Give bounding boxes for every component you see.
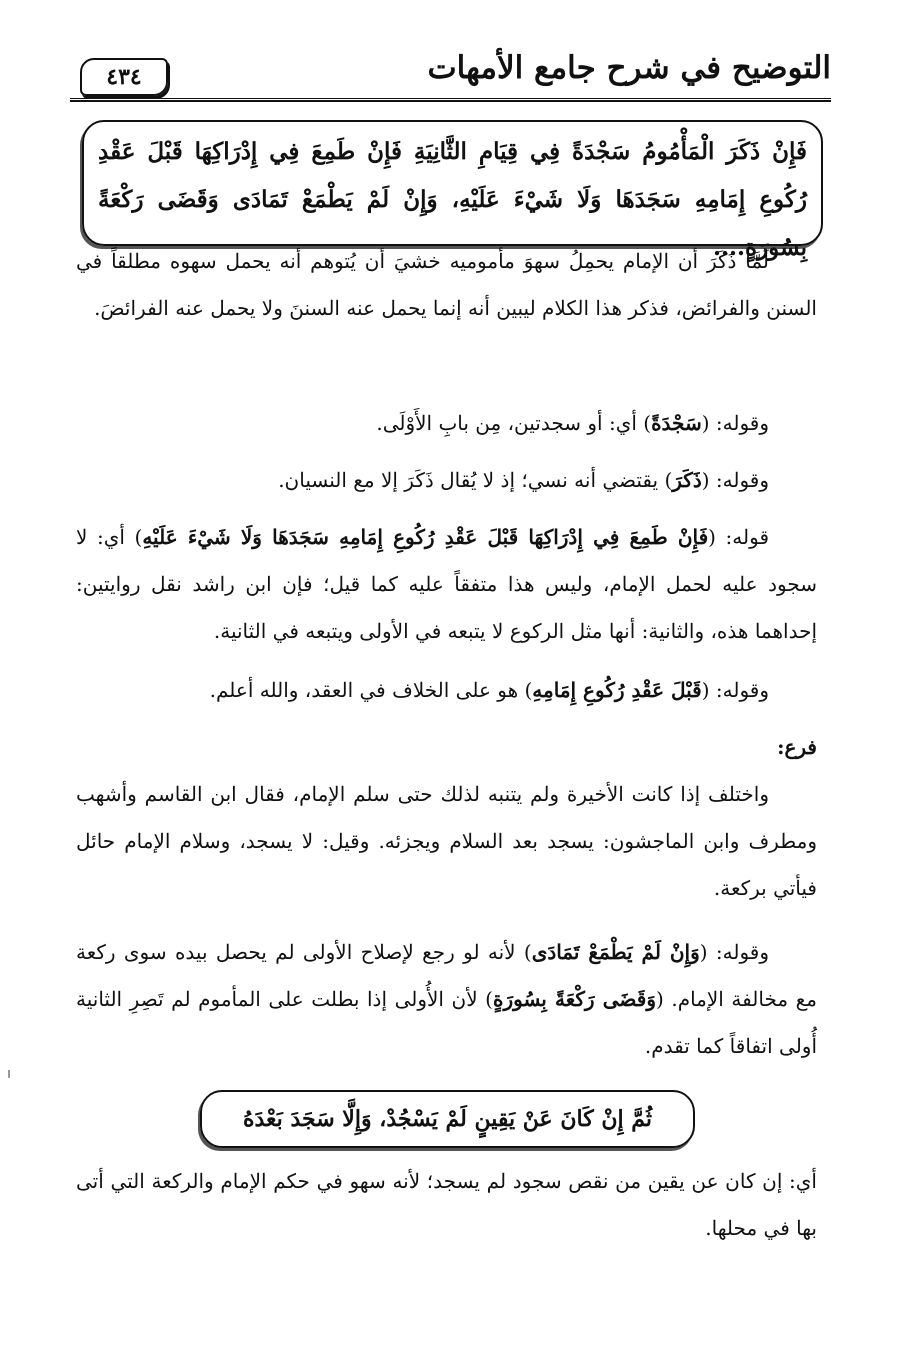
para7-mid: ) لأنه لو رجع لإصلاح الأولى لم يحصل بيده سوى ركعة مع مخالفة الإمام. ( <box>76 940 817 1011</box>
para2-rest: ) أي: أو سجدتين، مِن بابِ الأَوْلَى. <box>376 411 652 435</box>
para2-quote: سَجْدَةً <box>651 411 702 435</box>
para5-quote: قَبْلَ عَقْدِ رُكُوعِ إِمَامِهِ <box>532 678 702 702</box>
section-heading-far: فرع: <box>777 735 817 759</box>
para5-rest: ) هو على الخلاف في العقد، والله أعلم. <box>209 678 533 702</box>
para3-rest: ) يقتضي أنه نسي؛ إذ لا يُقال ذَكَرَ إلا مع النسيان. <box>278 468 673 492</box>
page-number: ٤٣٤ <box>80 58 168 96</box>
para4-quote: فَإِنْ طَمِعَ فِي إِدْرَاكِهَا قَبْلَ عَقْدِ رُكُوعِ إِمَامِهِ سَجَدَهَا وَلَا شَيْءَ عَلَيْهِ <box>142 525 709 549</box>
para4-lead: قوله: ( <box>708 525 770 549</box>
para5-lead: وقوله: ( <box>701 678 769 702</box>
paragraph-3 <box>76 457 817 504</box>
header-rule <box>70 98 831 102</box>
paragraph-1: لَمَّا ذَكَرَ أن الإمام يحمِلُ سهوَ مأموميه خشيَ أن يُتوهم أنه يحمل سهوه مطلقاً في السنن والفرائض، فذكر هذا الكلام ليبين أنه إنما يحمل عنه السننَ ولا يحمل عنه الفرائضَ. <box>76 249 817 320</box>
para3-lead: وقوله: ( <box>701 468 769 492</box>
para2-lead: وقوله: ( <box>701 411 769 435</box>
para7-quote-1: وَإِنْ لَمْ يَطْمَعْ تَمَادَى <box>531 940 700 964</box>
paragraph-8: أي: إن كان عن يقين من نقص سجود لم يسجد؛ لأنه سهو في حكم الإمام والركعة التي أتى بها في محلها. <box>76 1169 817 1240</box>
para4-rest: ) أي: لا سجود عليه لحمل الإمام، وليس هذا متفقاً عليه كما قيل؛ فإن ابن راشد نقل روايتين: إحداهما هذه، والثانية: أنها مثل الركوع لا يتبعه في الأولى ويتبعه في الثانية. <box>76 525 817 643</box>
paragraph-4 <box>76 514 817 655</box>
scan-artifact <box>8 1070 10 1078</box>
running-title: التوضيح في شرح جامع الأمهات <box>427 50 831 86</box>
paragraph-7 <box>76 929 817 1070</box>
paragraph-5 <box>76 667 817 714</box>
para7-quote-2: وَقَضَى رَكْعَةً بِسُورَةٍ <box>492 987 656 1011</box>
para7-rest: ) لأن الأُولى إذا بطلت على المأموم لم تَصِرِ الثانية أُولى اتفاقاً كما تقدم. <box>76 987 817 1058</box>
page-header <box>70 44 831 102</box>
matn-box-1: فَإِنْ ذَكَرَ الْمَأْمُومُ سَجْدَةً فِي قِيَامِ الثَّانِيَةِ فَإِنْ طَمِعَ فِي إِدْرَاكِهَا قَبْلَ عَقْدِ رُكُوعِ إِمَامِهِ سَجَدَهَا وَلَا شَيْءَ عَلَيْهِ، وَإِنْ لَمْ يَطْمَعْ تَمَادَى وَقَضَى رَكْعَةً بِسُورَةٍ.... <box>82 120 823 246</box>
paragraph-6: واختلف إذا كانت الأخيرة ولم يتنبه لذلك حتى سلم الإمام، فقال ابن القاسم وأشهب ومطرف وابن الماجشون: يسجد بعد السلام ويجزئه. وقيل: لا يسجد، وسلام الإمام حائل فيأتي بركعة. <box>76 782 817 900</box>
para3-quote: ذَكَرَ <box>672 468 702 492</box>
matn-box-2: ثُمَّ إِنْ كَانَ عَنْ يَقِينٍ لَمْ يَسْجُدْ، وَإِلَّا سَجَدَ بَعْدَهُ <box>200 1090 695 1148</box>
para7-lead: وقوله: ( <box>699 940 769 964</box>
paragraph-2 <box>76 400 817 447</box>
